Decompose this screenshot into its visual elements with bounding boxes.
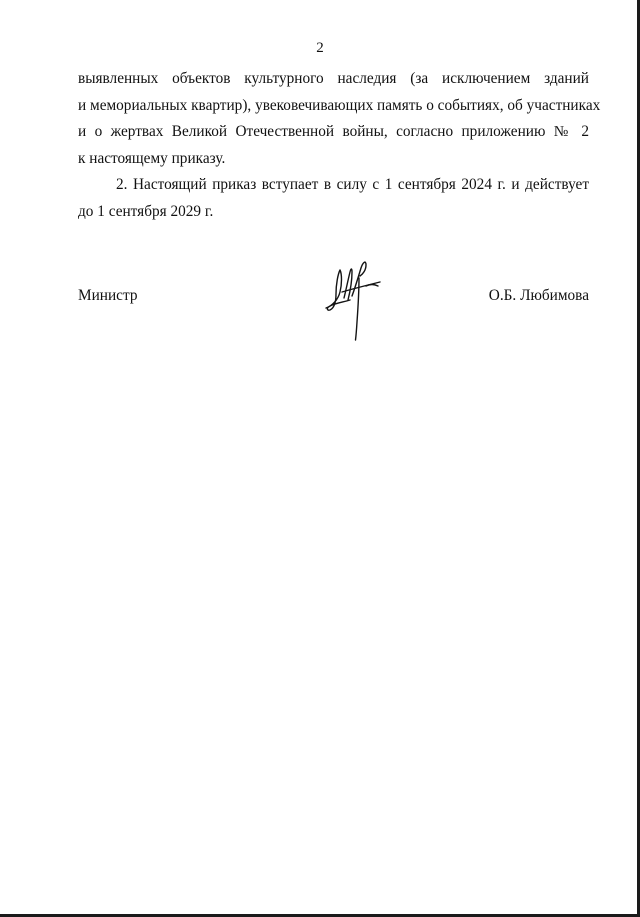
paragraph-1: [78, 66, 601, 172]
page-number: 2: [316, 40, 324, 56]
signer-name: О.Б. Любимова: [488, 287, 589, 304]
text-line: и о жертвах Великой Отечественной войны, согласно приложению № 2: [78, 123, 589, 140]
paragraph-2: [78, 172, 589, 225]
text-line: выявленных объектов культурного наследия (за исключением зданий: [78, 70, 589, 87]
text-line: и мемориальных квартир), увековечивающих память о событиях, об участниках: [78, 96, 601, 114]
text-line: до 1 сентября 2029 г.: [78, 202, 214, 220]
document-body: [78, 66, 601, 225]
handwritten-signature: [322, 256, 384, 342]
text-line: 2. Настоящий приказ вступает в силу с 1 сентября 2024 г. и действует: [116, 176, 589, 193]
text-line: к настоящему приказу.: [78, 149, 226, 167]
signer-position: Министр: [78, 287, 138, 304]
